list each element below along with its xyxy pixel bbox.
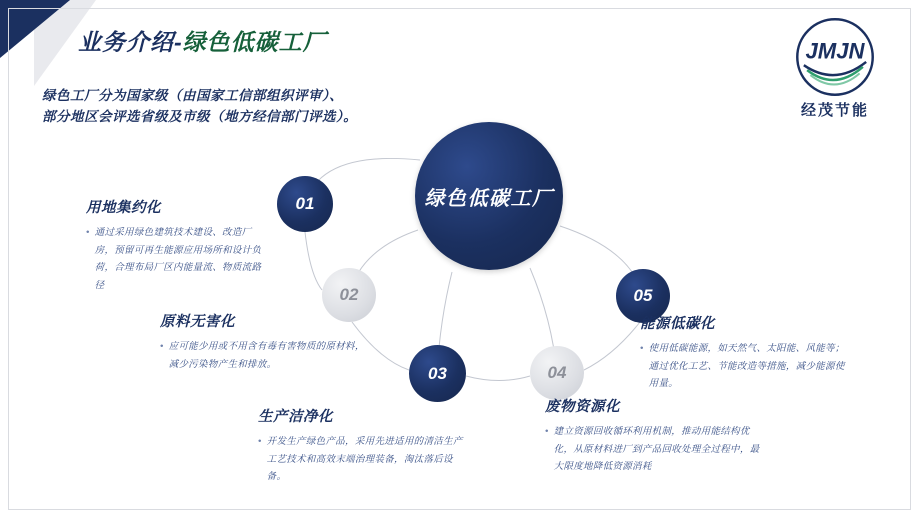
svg-text:JMJN: JMJN <box>805 38 865 64</box>
item-04-text: 建立资源回收循环利用机制，推动用能结构优化，从原材料进厂到产品回收处理全过程中，最大限度地降低资源消耗 <box>553 426 760 473</box>
page-title-accent: 绿色低碳工厂 <box>182 29 327 55</box>
item-01-title: 用地集约化 <box>86 200 161 216</box>
node-04-label: 04 <box>547 363 567 382</box>
item-block-01 <box>86 196 271 294</box>
item-block-03 <box>258 405 463 486</box>
item-block-02 <box>160 310 365 373</box>
diagram-node-03 <box>409 345 466 402</box>
item-block-04 <box>545 395 760 476</box>
item-05-text: 使用低碳能源，如天然气、太阳能、风能等；通过优化工艺、节能改造等措施，减少能源使用量。 <box>648 343 845 390</box>
bullet-icon: • <box>258 436 262 447</box>
bullet-icon: • <box>640 343 644 354</box>
page-title-main: 业务介绍- <box>78 29 183 55</box>
item-01-text: 通过采用绿色建筑技术建设、改造厂房，预留可再生能源应用场所和设计负荷，合理布局厂区内能量流、物质流路径 <box>94 227 262 291</box>
item-02-title: 原料无害化 <box>160 314 235 330</box>
node-03-label: 03 <box>428 363 447 383</box>
bullet-icon: • <box>160 341 164 352</box>
subtitle-line-1: 绿色工厂分为国家级（由国家工信部组织评审）、 <box>42 88 344 103</box>
node-05-label: 05 <box>633 286 653 305</box>
subtitle-line-2: 部分地区会评选省级及市级（地方经信部门评选）。 <box>42 108 358 124</box>
center-node-label: 绿色低碳工厂 <box>424 187 554 210</box>
node-02-label: 02 <box>339 285 359 304</box>
item-04-title: 废物资源化 <box>545 399 620 415</box>
bullet-icon: • <box>86 227 90 238</box>
node-01-label: 01 <box>295 194 315 213</box>
logo-company-name: 经茂节能 <box>800 102 869 119</box>
item-05-title: 能源低碳化 <box>640 316 715 332</box>
diagram-node-04 <box>530 346 584 400</box>
item-03-title: 生产洁净化 <box>258 409 333 425</box>
item-02-text: 应可能少用或不用含有毒有害物质的原材料，减少污染物产生和排放。 <box>168 341 365 370</box>
bullet-icon: • <box>545 426 549 437</box>
diagram-node-01 <box>277 176 333 232</box>
diagram-center-node <box>415 122 563 270</box>
item-03-text: 开发生产绿色产品，采用先进适用的清洁生产工艺技术和高效末端治理装备，淘汰落后设备。 <box>266 436 463 483</box>
item-block-05 <box>640 312 845 393</box>
